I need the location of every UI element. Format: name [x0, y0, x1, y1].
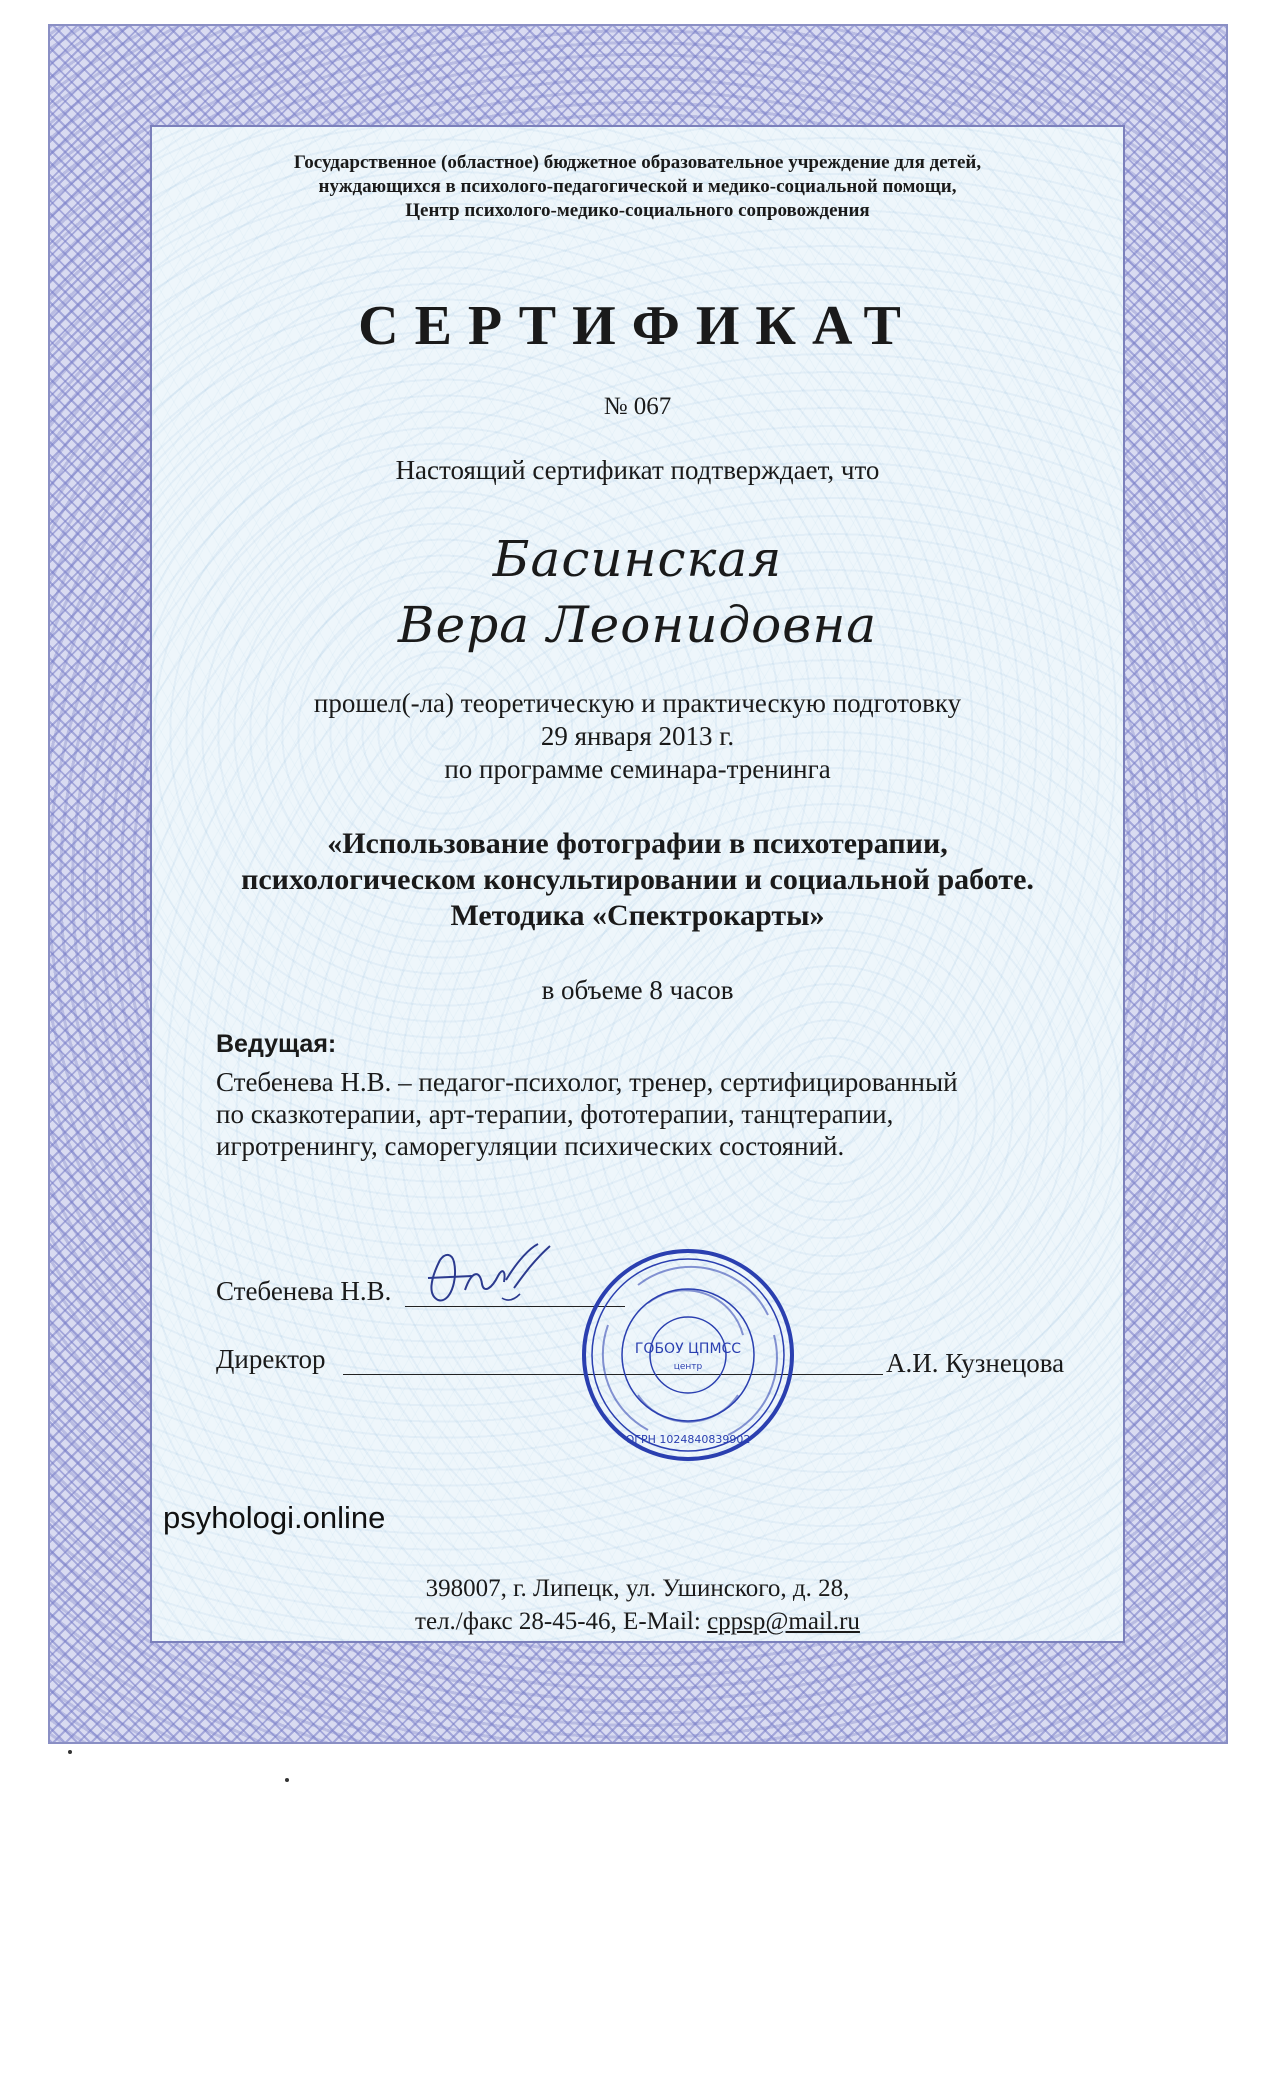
training-date: 29 января 2013 г. — [540, 721, 735, 751]
recipient-surname: Басинская — [492, 530, 783, 588]
official-seal — [578, 1245, 798, 1465]
seal-center-sub: центр — [673, 1362, 703, 1372]
completed-text: прошел(-ла) теоретическую и практическую подготовку — [313, 688, 962, 718]
lead-line-2: по сказкотерапии, арт-терапии, фототерапии, танцтерапии, — [216, 1099, 894, 1129]
footer-contacts — [150, 1605, 1125, 1638]
watermark-site: psyhologi.online — [163, 1500, 386, 1535]
certificate-number: № 067 — [603, 393, 672, 420]
certificate-title: СЕРТИФИКАТ — [358, 295, 917, 357]
director-label: Директор — [216, 1344, 326, 1374]
scan-speck — [68, 1750, 72, 1754]
course-volume: в объеме 8 часов — [541, 975, 734, 1005]
confirm-text: Настоящий сертификат подтверждает, что — [395, 455, 880, 485]
program-intro: по программе семинара-тренинга — [444, 754, 831, 784]
lead-line-3: игротренингу, саморегуляции психических состояний. — [216, 1131, 845, 1161]
footer-email-link[interactable]: cppsp@mail.ru — [707, 1608, 860, 1635]
trainer-name: Стебенева Н.В. — [216, 1276, 392, 1306]
scan-speck — [285, 1778, 289, 1782]
director-name: А.И. Кузнецова — [886, 1348, 1065, 1378]
org-line-1: Государственное (областное) бюджетное образовательное учреждение для детей, — [293, 152, 982, 173]
org-line-3: Центр психолого-медико-социального сопровождения — [405, 200, 870, 221]
seal-center-text: ГОБОУ ЦПМСС — [634, 1341, 742, 1357]
recipient-given-names: Вера Леонидовна — [397, 596, 878, 654]
footer-phone: тел./факс 28-45-46, E-Mail: — [415, 1608, 708, 1635]
lead-label: Ведущая: — [216, 1030, 337, 1058]
program-line-2: психологическом консультировании и социальной работе. — [241, 863, 1034, 896]
program-line-1: «Использование фотографии в психотерапии, — [327, 827, 948, 860]
lead-description — [216, 1066, 958, 1162]
lead-line-1: Стебенева Н.В. – педагог-психолог, тренер, сертифицированный — [216, 1067, 958, 1097]
program-line-3: Методика «Спектрокарты» — [450, 899, 825, 932]
org-line-2: нуждающихся в психолого-педагогической и медико-социальной помощи, — [318, 176, 957, 197]
handwritten-signature — [410, 1240, 570, 1320]
seal-ogrn: ОГРН 1024840839902 — [625, 1433, 751, 1446]
footer-address: 398007, г. Липецк, ул. Ушинского, д. 28, — [425, 1575, 850, 1602]
